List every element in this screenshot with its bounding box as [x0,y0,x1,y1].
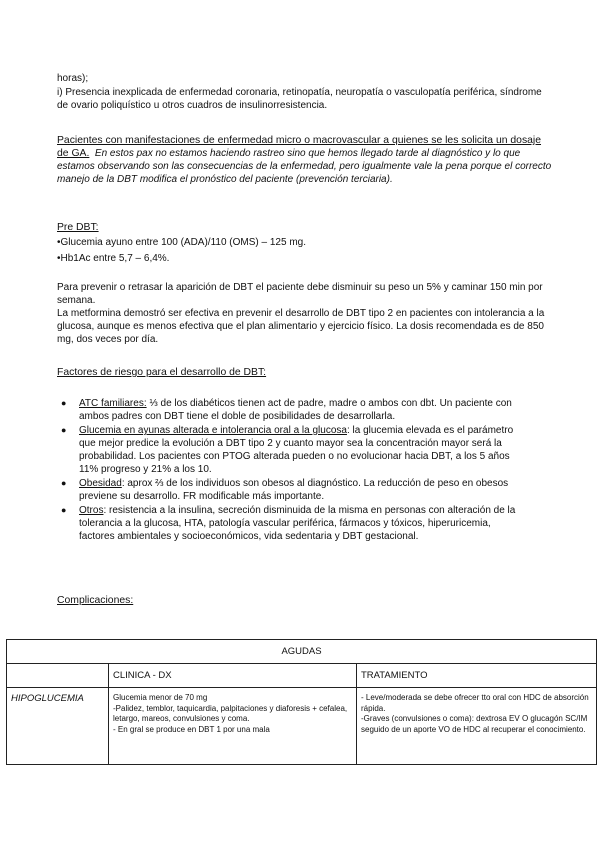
table-header-row [7,640,597,664]
table-header-clinica: CLINICA - DX [109,664,357,688]
complicaciones-title: Complicaciones: [57,595,134,606]
prevention-paragraph-1: Para prevenir o retrasar la aparición de DBT el paciente debe disminuir su peso un 5% y caminar 150 min por semana. [57,282,543,306]
pre-dbt-line-1: •Glucemia ayuno entre 100 (ADA)/110 (OMS) – 125 mg. [57,237,306,248]
list-item [57,397,527,423]
list-item [57,424,527,476]
risk-text: : aprox ⅔ de los individuos son obesos al diagnóstico. La reducción de peso en obesos previene su desarrollo. FR modificable más importante. [79,478,509,502]
risk-text: ⅓ de los diabéticos tienen act de padre, madre o ambos con dbt. Un paciente con ambos padres con DBT tiene el doble de posibilidades de desarrollarla. [79,398,512,422]
cell-tratamiento: - Leve/moderada se debe ofrecer tto oral con HDC de absorción rápida. -Graves (convulsiones o coma): dextrosa EV O glucagón SC/IM seguido de un aporte VO de HDC al recuperar el conocimiento. [357,688,597,765]
micro-macro-heading: Pacientes con manifestaciones de enfermedad micro o macrovascular a quienes se les solicita un dosaje de GA. [57,135,542,159]
risk-text: : la glucemia elevada es el parámetro que mejor predice la evolución a DBT tipo 2 y cuanto mayor sea la concentración mayor será la probabilidad. Los pacientes con PTOG alterada pueden o no evolucionar hacia DBT, a los 5 años 11% progreso y 21% a los 10. [79,425,514,475]
pre-dbt-title: Pre DBT: [57,222,99,233]
list-item [57,504,527,543]
risk-label: Glucemia en ayunas alterada e intolerancia oral a la glucosa [79,425,347,436]
table-header-empty [7,664,109,688]
risk-factors-title: Factores de riesgo para el desarrollo de DBT: [57,367,267,378]
risk-label: ATC familiares: [79,398,147,409]
cell-clinica: Glucemia menor de 70 mg -Palidez, temblor, taquicardia, palpitaciones y diaforesis + cefalea, letargo, mareos, convulsiones y coma. - En gral se produce en DBT 1 por una mala [109,688,357,765]
prevention-paragraph-2: La metformina demostró ser efectiva en prevenir el desarrollo de DBT tipo 2 en pacientes con intolerancia a la glucosa, aunque es menos efectiva que el plan alimentario y ejercicio físico. La dosis recomendada es de 850 mg, dos veces por día. [57,308,545,345]
micro-macro-note: En estos pax no estamos haciendo rastreo sino que hemos llegado tarde al diagnóstico y lo que estamos observando son las consecuencias de la enfermedad, pero igualmente vale la pena porque el correcto manejo de la DBT modifica el pronóstico del paciente (prevención terciaria). [57,148,552,185]
intro-line-2: i) Presencia inexplicada de enfermedad coronaria, retinopatía, neuropatía o vasculopatía periférica, síndrome de ovario poliquístico u otros cuadros de insulinorresistencia. [57,87,542,111]
risk-text: : resistencia a la insulina, secreción disminuida de la misma en personas con alteración de la tolerancia a la glucosa, HTA, patología vascular periférica, fármacos y tóxicos, hiperuricemia, factores ambientales y socioeconómicos, vida sedentaria y DBT gestacional. [79,505,516,542]
risk-label: Obesidad [79,478,122,489]
table-row [7,688,597,765]
intro-line-1: horas); [57,73,89,84]
risk-label: Otros [79,505,104,516]
row-name-hipoglucemia: HIPOGLUCEMIA [7,688,109,765]
bullet-icon: ● [61,478,67,488]
bullet-icon: ● [61,398,67,408]
risk-factors-list [57,397,527,544]
bullet-icon: ● [61,505,67,515]
table-header-agudas: AGUDAS [7,640,597,664]
pre-dbt-line-2: •Hb1Ac entre 5,7 – 6,4%. [57,253,170,264]
complications-table [6,639,597,765]
table-header-tratamiento: TRATAMIENTO [357,664,597,688]
table-columns-row [7,664,597,688]
micro-macro-paragraph [57,134,552,186]
bullet-icon: ● [61,425,67,435]
list-item [57,477,527,503]
